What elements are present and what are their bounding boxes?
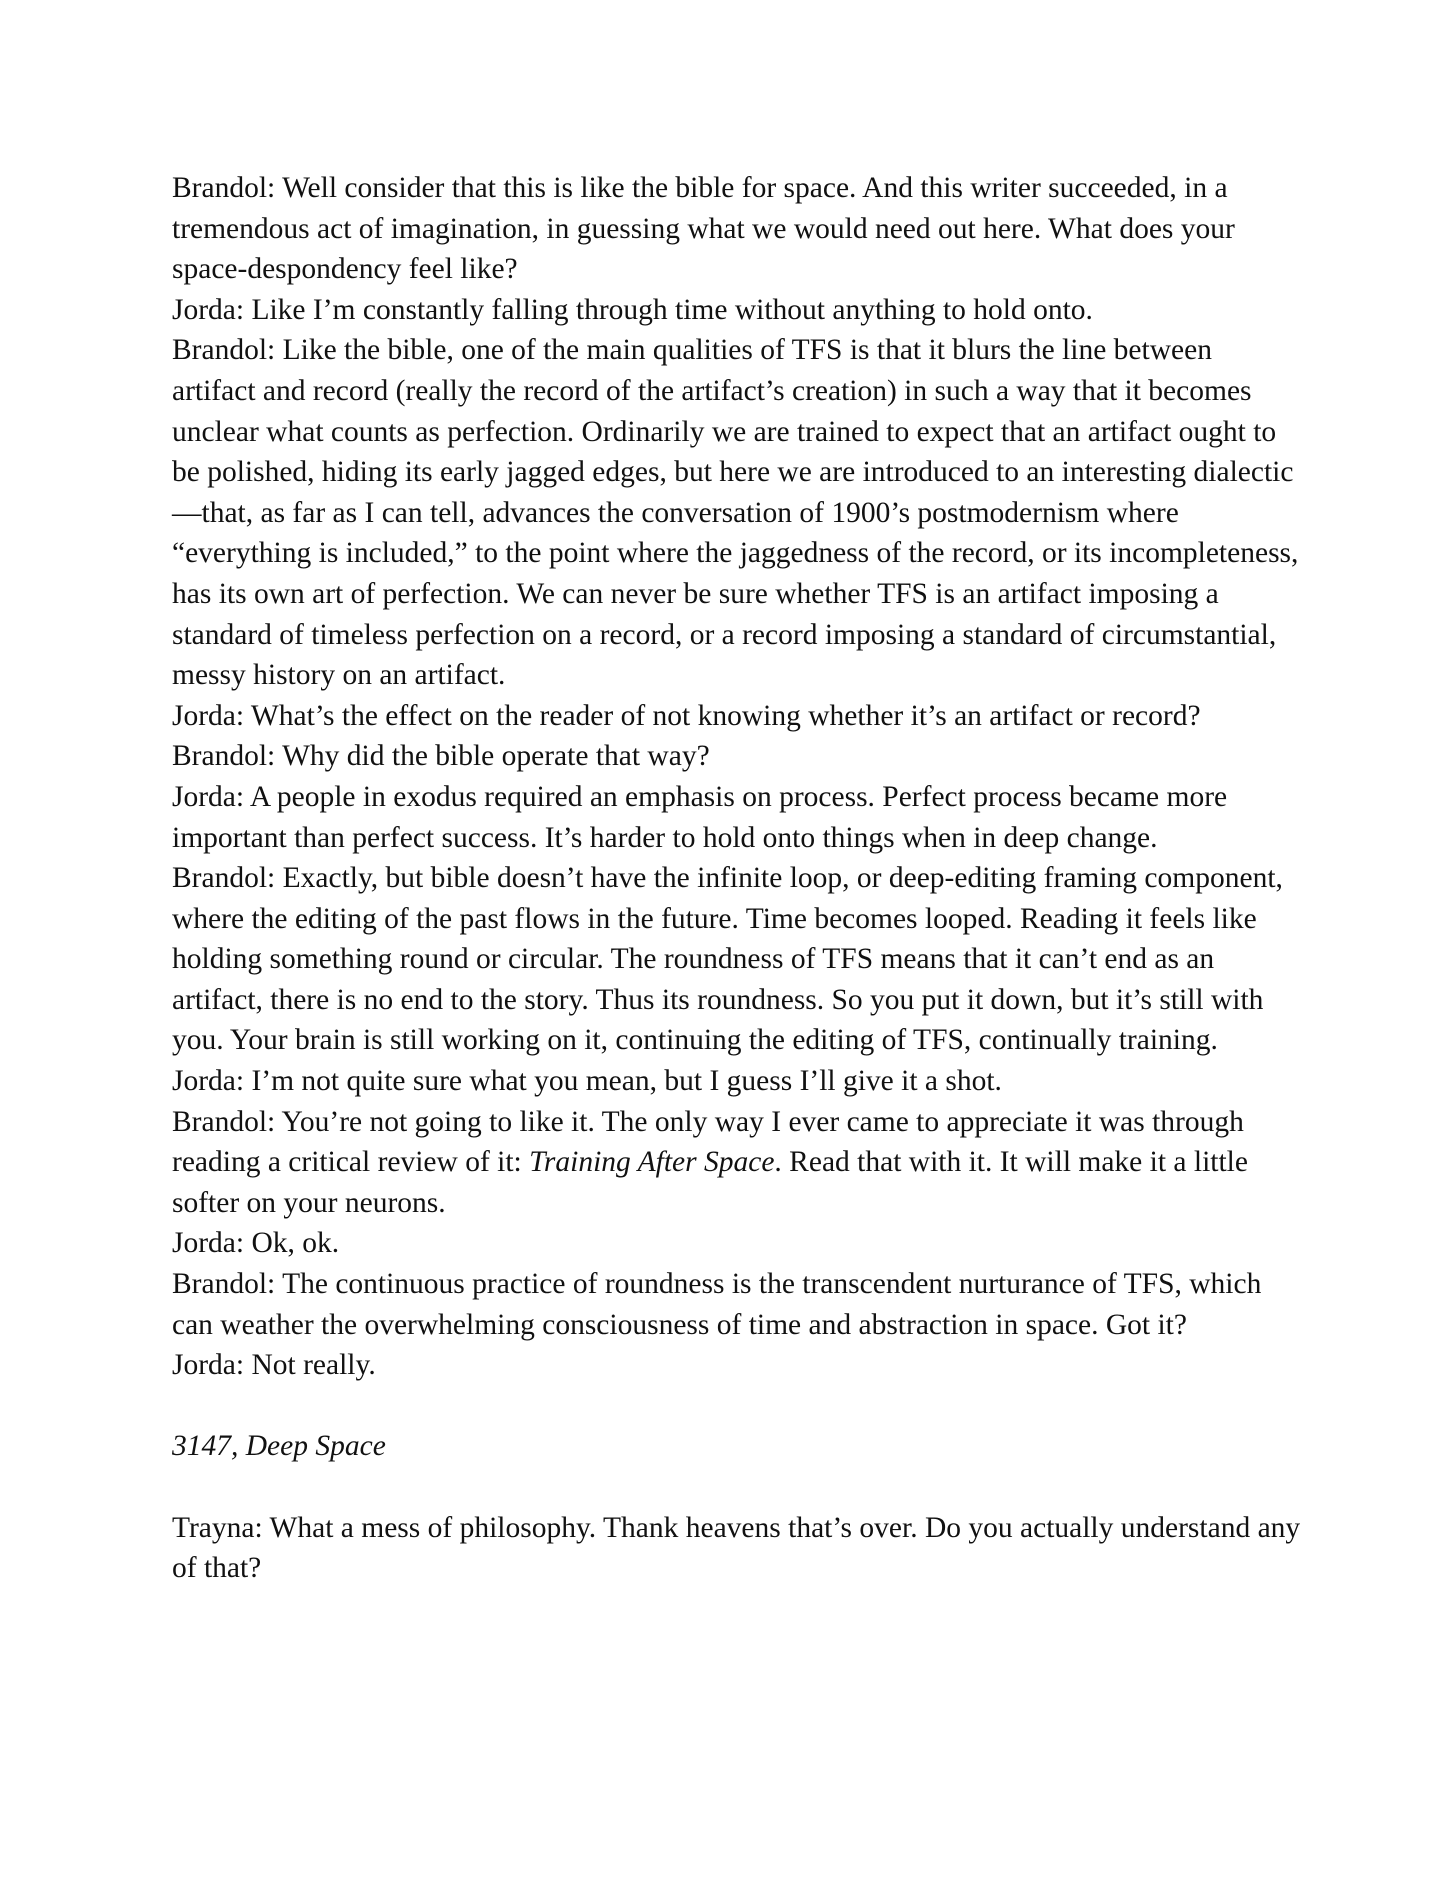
dialogue-paragraph: Brandol: Exactly, but bible doesn’t have the infinite loop, or deep-editing framing component, where the editing of the past flows in the future. Time becomes looped. Reading it feels like holding something round or circular. The roundness of TFS means that it can’t end as an artifact, there is no end to the story. Thus its roundness. So you put it down, but it’s still with you. Your brain is still working on it, continuing the editing of TFS, continually training.	[172, 862, 1283, 1057]
blank-line	[172, 1467, 1302, 1508]
dialogue-paragraph: Brandol: Why did the bible operate that way?	[172, 740, 710, 773]
dialogue-paragraph: Jorda: I’m not quite sure what you mean, but I guess I’ll give it a shot.	[172, 1065, 1002, 1098]
review-paragraph	[172, 1102, 1302, 1224]
review-book-title: Training After Space	[529, 1146, 775, 1179]
scene-heading-text: 3147, Deep Space	[172, 1430, 386, 1463]
dialogue-paragraph: Brandol: Well consider that this is like the bible for space. And this writer succeeded, in a tremendous act of imagination, in guessing what we would need out here. What does your space-despondency feel like?	[172, 172, 1235, 286]
review-text-before: Brandol: You’re not going to like it. The only way I ever came to appreciate it was through reading a critical review of it:	[172, 1105, 1244, 1179]
dialogue-paragraph: Brandol: The continuous practice of roundness is the transcendent nurturance of TFS, which can weather the overwhelming consciousness of time and abstraction in space. Got it?	[172, 1268, 1262, 1341]
dialogue-paragraph: Jorda: A people in exodus required an emphasis on process. Perfect process became more important than perfect success. It’s harder to hold onto things when in deep change.	[172, 780, 1228, 854]
scene-heading	[172, 1426, 1302, 1467]
document-page	[172, 168, 1302, 1589]
dialogue-block-2	[172, 1223, 1302, 1385]
dialogue-paragraph: Jorda: Like I’m constantly falling through time without anything to hold onto.	[172, 293, 1093, 326]
dialogue-paragraph: Jorda: What’s the effect on the reader of not knowing whether it’s an artifact or record?	[172, 699, 1201, 732]
dialogue-block-1	[172, 168, 1302, 1102]
closing-paragraph: Trayna: What a mess of philosophy. Thank heavens that’s over. Do you actually understand any of that?	[172, 1511, 1301, 1585]
blank-line	[172, 1386, 1302, 1427]
dialogue-paragraph: Jorda: Not really.	[172, 1349, 376, 1382]
review-text-after: . Read that with it. It will make it a little softer on your neurons.	[172, 1146, 1248, 1219]
dialogue-paragraph: Brandol: Like the bible, one of the main qualities of TFS is that it blurs the line between artifact and record (really the record of the artifact’s creation) in such a way that it becomes unclear what counts as perfection. Ordinarily we are trained to expect that an artifact ought to be polished, hiding its early jagged edges, but here we are introduced to an interesting dialectic—that, as far as I can tell, advances the conversation of 1900’s postmodernism where “everything is included,” to the point where the jaggedness of the record, or its incompleteness, has its own art of perfection. We can never be sure whether TFS is an artifact imposing a standard of timeless perfection on a record, or a record imposing a standard of circumstantial, messy history on an artifact.	[172, 334, 1299, 692]
dialogue-paragraph: Jorda: Ok, ok.	[172, 1227, 340, 1260]
